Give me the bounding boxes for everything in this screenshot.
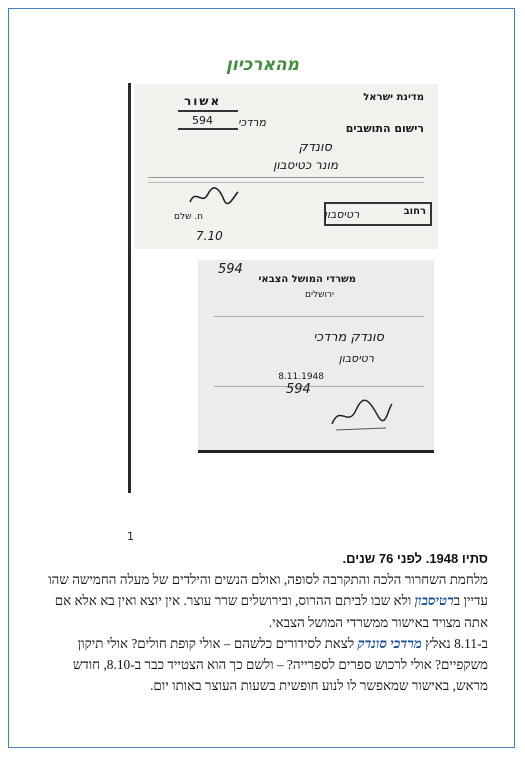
doc2-city: ירושלים bbox=[304, 290, 334, 300]
article-body bbox=[38, 548, 488, 696]
doc2-street: רטיסבון bbox=[338, 352, 374, 365]
doc1-box-label: רחוב bbox=[403, 206, 426, 217]
doc1-divider bbox=[148, 177, 424, 178]
article-paragraph-1: מלחמת השחרור הלכה והתקרבה לסופה, ואולם הנשים והילדים של מעלה החמישה שהו עדיין ברטיסבון ולא שבו לביתם ההרוס, ובירושלים שרר עוצר. אין יוצא ואין בא אלא אם אתה מצויד באישור ממשרדי המושל הצבאי. bbox=[48, 572, 488, 630]
military-governor-permit bbox=[198, 260, 434, 453]
doc2-line-2 bbox=[214, 386, 424, 387]
doc1-number: 594 bbox=[192, 114, 213, 127]
page-title: מהארכיון bbox=[226, 55, 299, 75]
doc2-line-1 bbox=[214, 316, 424, 317]
resident-registration-document bbox=[134, 84, 438, 249]
doc2-date: 8.11.1948 bbox=[278, 372, 324, 382]
doc1-family-name: סונדק bbox=[298, 140, 332, 155]
doc1-sign-name: ח. שלם bbox=[174, 212, 204, 222]
doc1-first-name: מרדכי bbox=[238, 116, 266, 129]
doc2-header: משרדי המושל הצבאי bbox=[258, 274, 356, 285]
doc1-header-state: מדינת ישראל bbox=[363, 92, 424, 103]
doc1-date: 7.10 bbox=[196, 229, 223, 243]
doc1-signature bbox=[186, 184, 240, 208]
doc2-name: סונדק מרדכי bbox=[313, 330, 384, 345]
article-headline: סתיו 1948. לפני 76 שנים. bbox=[342, 551, 488, 566]
archive-scan bbox=[128, 78, 448, 478]
doc1-box-value: רטיסבון bbox=[324, 208, 360, 221]
doc1-address: מונר כטיסבון bbox=[273, 158, 338, 172]
doc1-header-registry: רישום התושבים bbox=[345, 122, 424, 135]
article-paragraph-2: ב-8.11 נאלץ מרדכי סונדק לצאת לסידורים כלשהם – אולי קופת חולים? אולי תיקון משקפיים? אולי לרכוש ספרים לספרייה? – ולשם כך הוא הצטייד כבר ב-8.10, חודש מראש, באישור שמאפשר לו לנוע חופשית בשעות העוצר באותו יום. bbox=[72, 635, 488, 694]
highlight-mordechai-sondak: מרדכי סונדק bbox=[357, 635, 422, 651]
doc1-divider-2 bbox=[148, 182, 424, 183]
doc2-number-top: 594 bbox=[218, 262, 243, 277]
footnote-marker: 1 bbox=[127, 530, 134, 543]
doc2-number-bottom: 594 bbox=[286, 382, 311, 397]
doc2-signature bbox=[326, 394, 396, 434]
doc1-stamp: אשור bbox=[184, 94, 222, 108]
highlight-ratisbonne: רטיסבון bbox=[414, 593, 454, 609]
